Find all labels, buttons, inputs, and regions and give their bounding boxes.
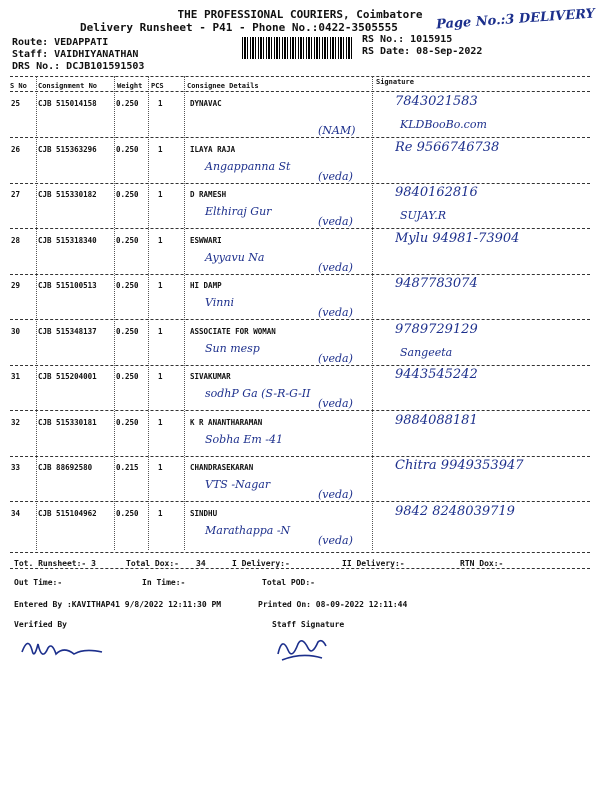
divider [10,91,590,92]
row-weight: 0.250 [116,327,139,336]
row-signature-phone: 9842 8248039719 [395,504,515,519]
row-consignee-name: ILAYA RAJA [190,145,236,154]
row-sno: 29 [11,281,21,290]
divider [10,568,590,569]
in-time: In Time:- [142,578,186,587]
row-consignee-name: ASSOCIATE FOR WOMAN [190,327,276,336]
row-sno: 28 [11,236,21,245]
row-signature-phone: Mylu 94981-73904 [395,231,520,246]
divider [10,76,590,77]
runsheet-subtitle: Delivery Runsheet - P41 - Phone No.:0422-3505555 [80,21,398,34]
row-signature-name: SUJAY.R [400,209,447,222]
out-time: Out Time:- [14,578,63,587]
row-divider [10,456,590,457]
row-signature-name: KLDBooBo.com [400,118,487,131]
col-sno: S No [10,82,27,90]
entered-by: Entered By :KAVITHAP41 9/8/2022 12:11:30 PM [14,600,222,609]
row-pcs: 1 [158,236,163,245]
row-pcs: 1 [158,372,163,381]
printed-on: Printed On: 08-09-2022 12:11:44 [258,600,408,609]
row-status-tag: (veda) [318,352,353,365]
row-consignee-name: SIVAKUMAR [190,372,231,381]
row-status-tag: (veda) [318,215,353,228]
row-consignment-no: CJB 515330181 [38,418,97,427]
row-pcs: 1 [158,145,163,154]
col-weight: Weight [117,82,143,90]
barcode [242,37,352,59]
row-consignee-address: Marathappa -N [205,524,291,537]
drs-label: DRS No.: DCJB101591503 [12,61,145,72]
col-signature: Signature [376,78,414,86]
route-label: Route: VEDAPPATI [12,37,109,48]
row-consignment-no: CJB 515363296 [38,145,97,154]
row-consignee-address: Sun mesp [205,342,260,355]
staff-signature [272,630,332,668]
row-divider [10,501,590,502]
row-pcs: 1 [158,99,163,108]
row-signature-phone: 9884088181 [395,413,478,428]
row-consignee-address: Angappanna St [205,160,291,173]
rs-number: RS No.: 1015915 [362,34,453,45]
rs-date: RS Date: 08-Sep-2022 [362,46,483,57]
row-consignment-no: CJB 515014158 [38,99,97,108]
row-pcs: 1 [158,190,163,199]
row-sno: 33 [11,463,21,472]
row-consignee-address: sodhP Ga (S-R-G-II [205,387,311,400]
row-weight: 0.250 [116,509,139,518]
row-weight: 0.250 [116,372,139,381]
row-consignment-no: CJB 515204001 [38,372,97,381]
row-consignment-no: CJB 515100513 [38,281,97,290]
row-signature-phone: 9840162816 [395,185,478,200]
row-divider [10,183,590,184]
row-consignee-name: SINDHU [190,509,218,518]
row-status-tag: (veda) [318,306,353,319]
row-consignment-no: CJB 515104962 [38,509,97,518]
row-divider [10,137,590,138]
row-consignee-address: Sobha Em -41 [205,433,284,446]
row-sno: 30 [11,327,21,336]
verified-by-label: Verified By [14,620,67,629]
row-weight: 0.250 [116,190,139,199]
row-consignee-name: CHANDRASEKARAN [190,463,254,472]
row-signature-phone: Re 9566746738 [395,140,500,155]
verified-signature [18,632,108,668]
row-status-tag: (veda) [318,397,353,410]
row-status-tag: (NAM) [318,124,356,137]
total-pod: Total POD:- [262,578,315,587]
row-pcs: 1 [158,281,163,290]
row-signature-phone: Chitra 9949353947 [395,458,524,473]
row-consignee-name: HI DAMP [190,281,222,290]
row-weight: 0.250 [116,145,139,154]
tot-runsheet: Tot. Runsheet:- 3 [14,559,96,568]
row-status-tag: (veda) [318,170,353,183]
row-sno: 32 [11,418,21,427]
i-delivery: I Delivery:- [232,559,290,568]
row-weight: 0.250 [116,281,139,290]
row-weight: 0.250 [116,99,139,108]
row-divider [10,319,590,320]
company-title: THE PROFESSIONAL COURIERS, Coimbatore [177,8,423,21]
divider [10,552,590,553]
staff-label: Staff: VAIDHIYANATHAN [12,49,139,60]
col-pcs: PCS [151,82,164,90]
row-weight: 0.215 [116,463,139,472]
row-consignment-no: CJB 515330182 [38,190,97,199]
row-status-tag: (veda) [318,488,353,501]
delivery-stamp: Page No.:3 DELIVERY [435,6,596,33]
row-consignment-no: CJB 515318340 [38,236,97,245]
row-status-tag: (veda) [318,534,353,547]
row-signature-phone: 9487783074 [395,276,478,291]
ii-delivery: II Delivery:- [342,559,405,568]
row-consignee-address: Vinni [205,296,234,309]
row-sno: 25 [11,99,21,108]
row-divider [10,410,590,411]
row-divider [10,365,590,366]
row-consignee-name: K R ANANTHARAMAN [190,418,263,427]
row-sno: 27 [11,190,21,199]
row-sno: 34 [11,509,21,518]
col-consignee: Consignee Details [187,82,259,90]
staff-signature-label: Staff Signature [272,620,345,629]
row-signature-phone: 7843021583 [395,94,478,109]
row-consignment-no: CJB 88692580 [38,463,93,472]
row-signature-phone: 9443545242 [395,367,478,382]
row-consignee-name: D RAMESH [190,190,227,199]
row-signature-phone: 9789729129 [395,322,478,337]
total-dox-value: 34 [196,559,206,568]
row-sno: 26 [11,145,21,154]
row-pcs: 1 [158,418,163,427]
row-sno: 31 [11,372,21,381]
row-consignee-name: ESWWARI [190,236,222,245]
row-pcs: 1 [158,327,163,336]
col-consignment: Consignment No [38,82,98,90]
row-consignee-name: DYNAVAC [190,99,222,108]
row-divider [10,274,590,275]
row-pcs: 1 [158,509,163,518]
row-pcs: 1 [158,463,163,472]
row-weight: 0.250 [116,236,139,245]
row-consignee-address: Elthiraj Gur [205,205,272,218]
row-consignee-address: VTS -Nagar [205,478,271,491]
total-dox-label: Total Dox:- [126,559,179,568]
row-status-tag: (veda) [318,261,353,274]
row-divider [10,228,590,229]
row-consignment-no: CJB 515348137 [38,327,97,336]
row-weight: 0.250 [116,418,139,427]
rtn-dox: RTN Dox:- [460,559,504,568]
row-signature-name: Sangeeta [400,346,453,359]
row-consignee-address: Ayyavu Na [205,251,265,264]
